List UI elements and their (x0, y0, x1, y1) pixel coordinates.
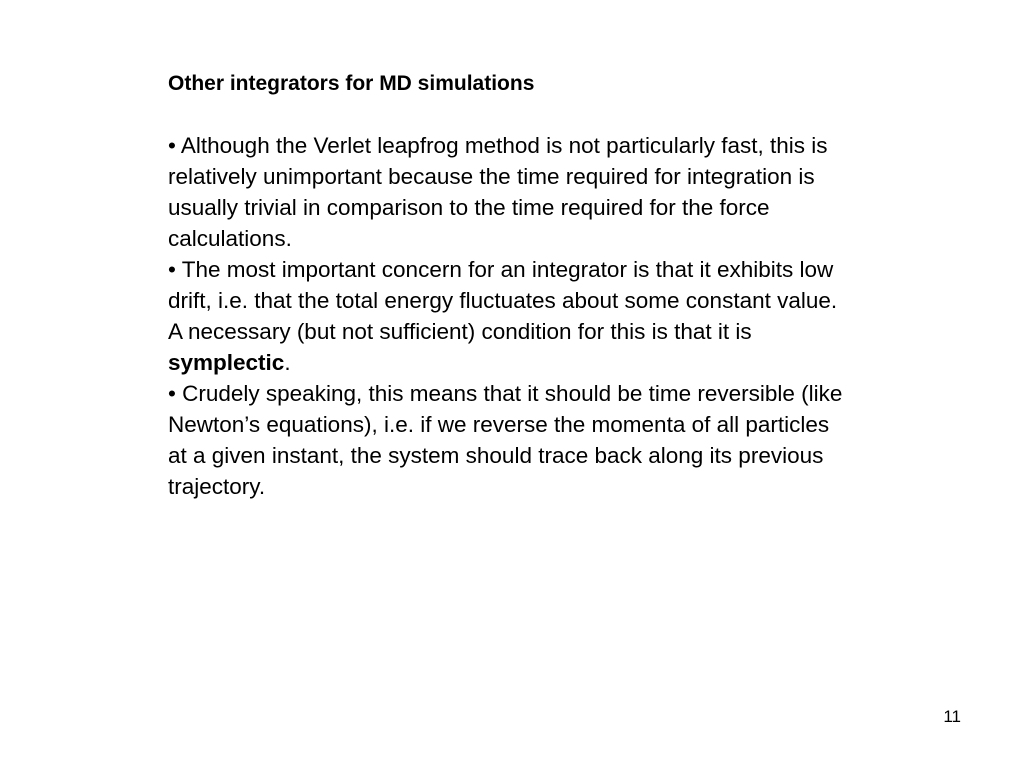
bullet-verlet-speed: • Although the Verlet leapfrog method is not particularly fast, this is relatively unimportant because the time required for integration is usually trivial in comparison to the time required for the force calculations. (168, 133, 828, 251)
bullet-low-drift-text: • The most important concern for an integrator is that it exhibits low drift, i.e. that the total energy fluctuates about some constant value. A necessary (but not sufficient) condition for this is that it is (168, 257, 838, 344)
slide-title: Other integrators for MD simulations (168, 72, 535, 95)
symplectic-keyword: symplectic (168, 350, 285, 375)
bullet-time-reversible: • Crudely speaking, this means that it should be time reversible (like Newton’s equations), i.e. if we reverse the momenta of all particles at a given instant, the system should trace back along its previous trajectory. (168, 381, 843, 499)
bullet-low-drift-suffix: . (284, 350, 291, 375)
page-number: 11 (943, 707, 961, 726)
slide-content (168, 68, 848, 502)
bullet-low-drift (168, 254, 848, 378)
